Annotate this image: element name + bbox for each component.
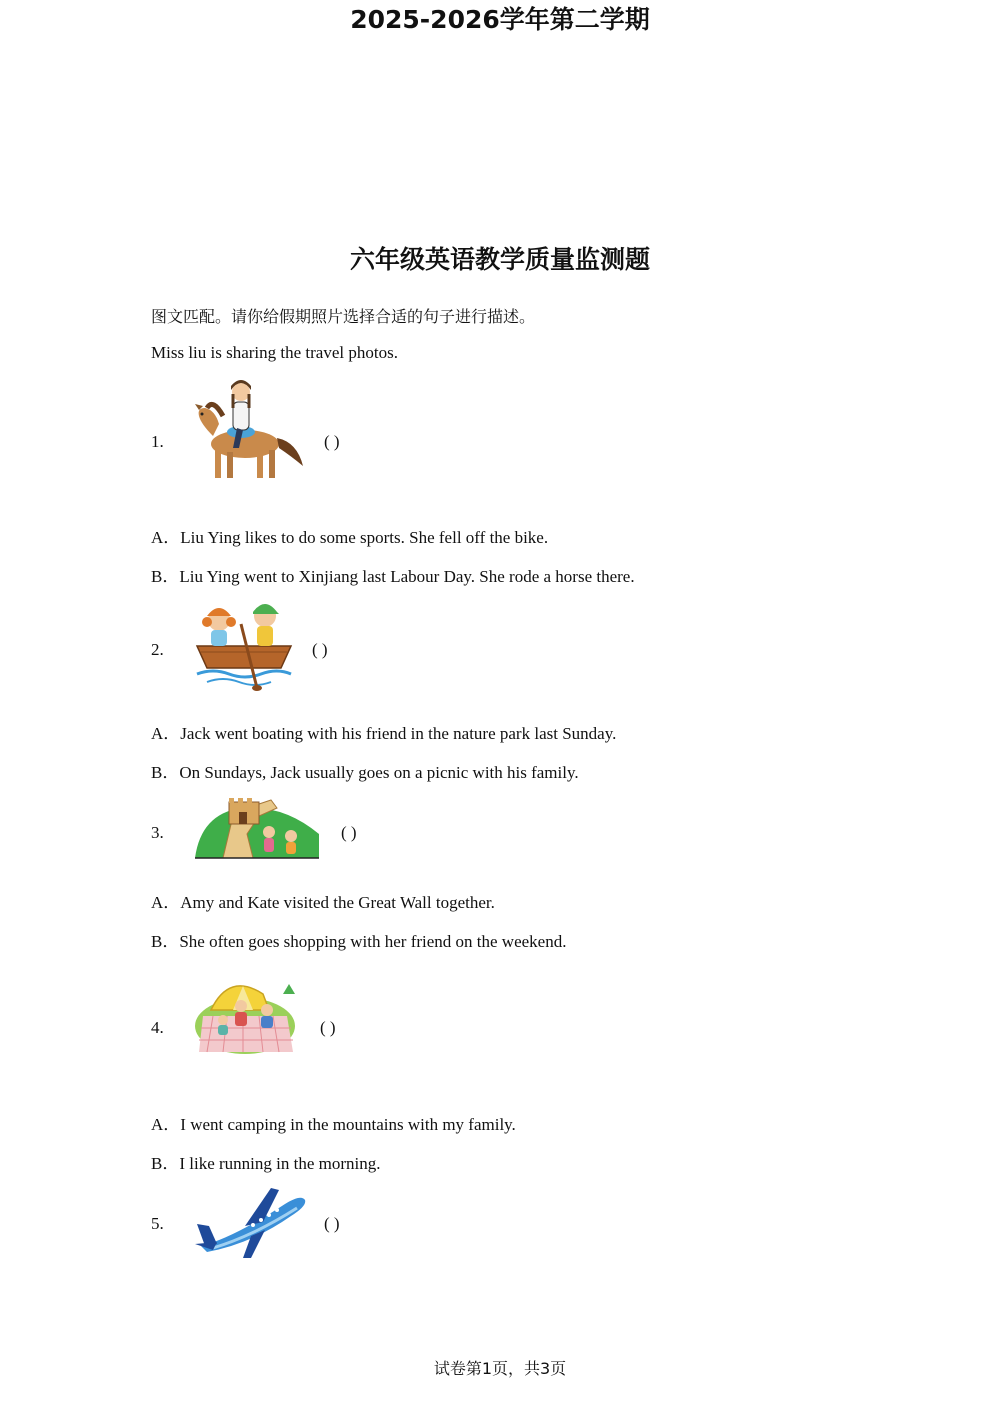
question-4-option-b: B．I like running in the morning. xyxy=(151,1154,381,1173)
question-number-1: 1. xyxy=(151,432,164,451)
instruction-en: Miss liu is sharing the travel photos. xyxy=(151,343,398,362)
kids-boating-image xyxy=(193,598,295,694)
question-4-option-a: A．I went camping in the mountains with my family. xyxy=(151,1115,516,1134)
exam-title-line1: 2025-2026学年第二学期 xyxy=(350,5,650,34)
question-2-option-b: B．On Sundays, Jack usually goes on a picnic with his family. xyxy=(151,763,579,782)
page-footer: 试卷第1页，共3页 xyxy=(433,1359,567,1378)
family-camping-image xyxy=(193,976,299,1056)
airplane-image xyxy=(193,1184,307,1258)
question-number-3: 3. xyxy=(151,823,164,842)
question-1-option-a: A．Liu Ying likes to do some sports. She fell off the bike. xyxy=(151,528,549,547)
answer-blank-1[interactable]: ( ) xyxy=(324,432,340,451)
exam-title-line2: 六年级英语教学质量监测题 xyxy=(349,245,650,274)
question-number-2: 2. xyxy=(151,640,164,659)
question-2-option-a: A．Jack went boating with his friend in the nature park last Sunday. xyxy=(151,724,617,743)
answer-blank-2[interactable]: ( ) xyxy=(312,640,328,659)
question-number-5: 5. xyxy=(151,1214,164,1233)
answer-blank-4[interactable]: ( ) xyxy=(320,1018,336,1037)
horse-riding-girl-image xyxy=(193,376,305,486)
question-number-4: 4. xyxy=(151,1018,164,1037)
instruction-cn: 图文匹配。请你给假期照片选择合适的句子进行描述。 xyxy=(151,307,536,326)
answer-blank-3[interactable]: ( ) xyxy=(341,823,357,842)
question-1-option-b: B．Liu Ying went to Xinjiang last Labour Day. She rode a horse there. xyxy=(151,567,635,586)
question-3-option-b: B．She often goes shopping with her friend on the weekend. xyxy=(151,932,567,951)
answer-blank-5[interactable]: ( ) xyxy=(324,1214,340,1233)
question-3-option-a: A．Amy and Kate visited the Great Wall together. xyxy=(151,893,495,912)
great-wall-kids-image xyxy=(193,794,321,864)
